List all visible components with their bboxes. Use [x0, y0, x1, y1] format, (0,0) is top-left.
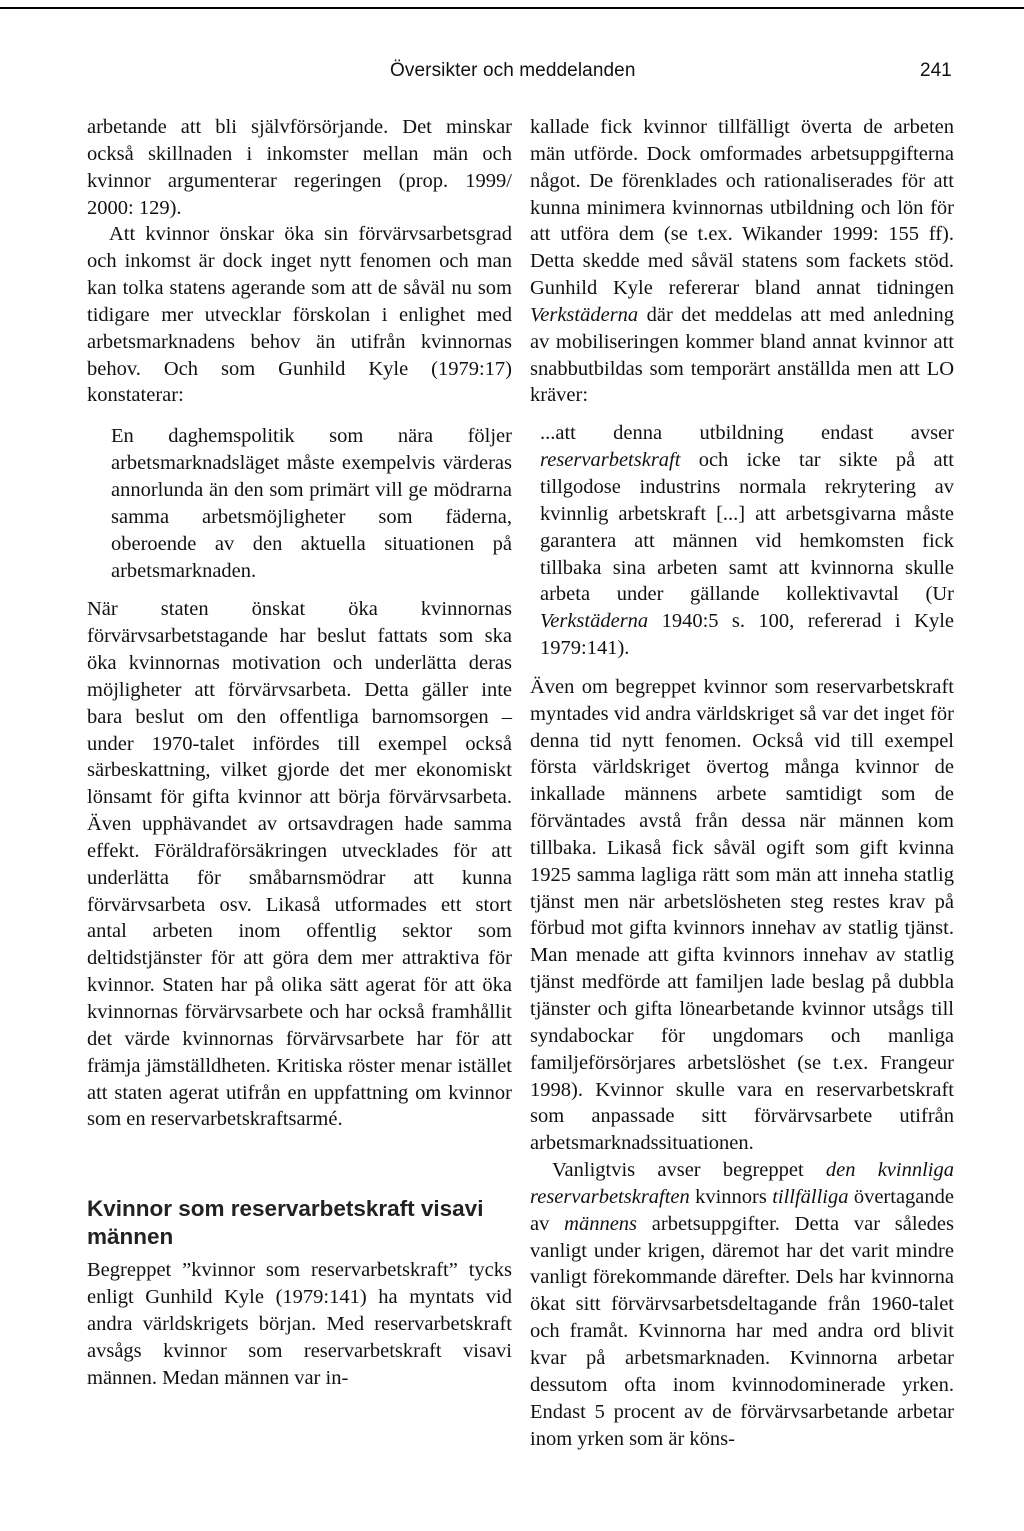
block-quote: ...att denna utbildning endast avser reservarbetskraft och icke tar sikte på att tillgodose industrins normala rekrytering av kvinnlig arbetskraft [...] att arbetsgivarna måste garantera att männen vid hemkomsten fick tillbaka sina arbeten samt att kvinnorna skulle arbeta under gällande kollektivavtal (Ur Verkstäderna 1940:5 s. 100, refererad i Kyle 1979:141).: [540, 422, 954, 660]
paragraph: Vanligtvis avser begreppet den kvinnliga reservarbetskraften kvinnors tillfälliga övertagande av männens arbetsuppgifter. Detta var således vanligt under krigen, däremot har det varit mindre vanligt förekommande därefter. Dels har kvinnorna ökat sitt förvärvsarbetsdeltagande från 1960-talet och framåt. Kvinnorna har med andra ord blivit kvar på arbetsmarknaden. Kvinnorna arbetar dessutom ofta inom kvinnodominerade yrken. Endast 5 procent av de förvärvsarbetande arbetar inom yrken som är köns-: [530, 1159, 955, 1450]
paragraph: Begreppet ”kvinnor som reservarbetskraft” tycks enligt Gunhild Kyle (1979:141) ha myntats vid andra världskrigets början. Med reservarbetskraft avsågs kvinnor som reservarbetskraft visavi männen. Medan männen var in-: [87, 1259, 512, 1389]
paragraph: När staten önskat öka kvinnornas förvärvsarbetstagande har beslut fattats som ska öka kvinnornas motivation och underlätta deras möjligheter att förvärvsarbeta. Detta gäller inte bara beslut om den offentliga barnomsorgen – under 1970-talet infördes till exempel också särbeskattning, vilket gjorde det mer ekonomiskt lönsamt för gifta kvinnor att börja förvärvsarbeta. Även upphävandet av ortsavdragen hade samma effekt. Föräldraförsäkringen utvecklades för att underlätta för småbarnsmödrar att kunna förvärvsarbeta osv. Likaså utformades ett stort antal arbeten inom offentlig sektor som deltidstjänster för att göra dem mer attraktiva för kvinnor. Staten har på olika sätt agerat för att öka kvinnornas förvärvsarbete och har också framhållit det värde kvinnornas förvärvsarbete har för att främja jämställdheten. Kritiska röster menar istället att staten agerat utifrån en uppfattning om kvinnor som en reservarbetskraftsarmé.: [87, 598, 512, 1131]
paragraph: arbetande att bli självförsörjande. Det minskar också skillnaden i inkomster mellan män och kvinnor argumenterar regeringen (prop. 1999/ 2000: 129).: [87, 116, 512, 219]
block-quote: En daghemspolitik som nära följer arbetsmarknadsläget måste exempelvis värderas annorlunda än den som primärt vill ge mödrarna samma arbetsmöjligheter som fäderna, oberoende av den aktuella situationen på arbetsmarknaden.: [111, 425, 512, 582]
paragraph: Även om begreppet kvinnor som reservarbetskraft myntades vid andra världskriget så var det inget för denna tid nytt fenomen. Också vid till exempel första världskriget övertog många kvinnor de inkallade männens arbete samtidigt som de förväntades avstå från dessa när männen kom tillbaka. Likaså fick såväl ogift som gift kvinna 1925 samma lagliga rätt som män att inneha statlig tjänst men när arbetslösheten steg restes krav på förbud mot gifta kvinnors innehav av statlig tjänst. Man menade att gifta kvinnors innehav av statlig tjänst medförde att familjen lade beslag på dubbla tjänster och gifta lönearbetande kvinnor utsågs till syndabockar för ungdomars och manliga familjeförsörjares arbetslöshet (se t.ex. Frangeur 1998). Kvinnor skulle vara en reservarbetskraft som anpassade sitt förvärvsarbete utifrån arbetsmarknadssituationen.: [530, 675, 954, 1155]
top-rule: [0, 7, 1024, 9]
paragraph: Att kvinnor önskar öka sin förvärvsarbetsgrad och inkomst är dock inget nytt fenomen och man kan tolka statens agerande som att de såväl nu som tidigare mer utvecklar förskolan i enlighet med arbetsmarknadens behov än utifrån kvinnornas behov. Och som Gunhild Kyle (1979:17) konstaterar:: [87, 223, 512, 407]
left-column: [87, 114, 512, 1391]
page-number: 241: [920, 60, 952, 81]
italic-title: Verkstäderna: [530, 303, 639, 326]
running-title: Översikter och meddelanden: [390, 60, 636, 81]
right-column: [530, 114, 954, 1452]
paragraph: kallade fick kvinnor tillfälligt överta de arbeten män utförde. Dock omformades arbetsuppgifterna något. De förenklades och rationaliserades för att kunna minimera kvinnornas utbildning och lön för att utföra dem (se t.ex. Wikander 1999: 155 ff). Detta skedde med såväl statens som fackets stöd. Gunhild Kyle refererar bland annat tidningen Verkstäderna där det meddelas att med anledning av mobiliseringen kommer bland annat kvinnor att snabbutbildas som temporärt anställda men att LO kräver:: [530, 116, 954, 407]
section-heading: Kvinnor som reservarbetskraft visavi männen: [87, 1196, 484, 1250]
